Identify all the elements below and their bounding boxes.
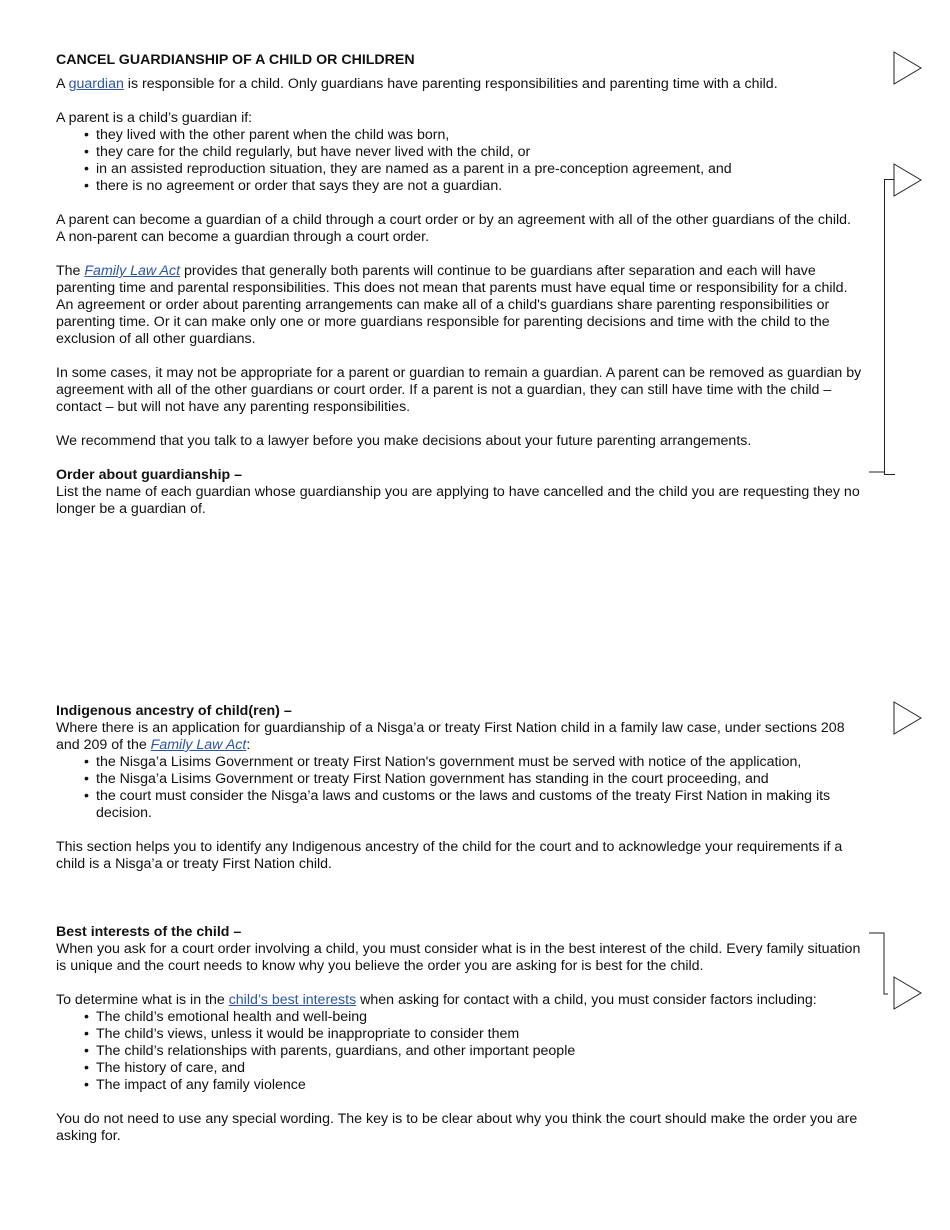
list-item: • The child’s views, unless it would be inappropriate to consider them <box>96 1026 862 1043</box>
order-heading: Order about guardianship – <box>56 467 243 483</box>
list-item: • The history of care, and <box>96 1060 862 1077</box>
best-interests-text: When you ask for a court order involving a child, you must consider what is in the best interest of the child. Every family situation is unique and the court needs to know why you believe the order you are asking for is best for the child. <box>56 941 861 974</box>
family-law-act-paragraph: The Family Law Act provides that generally both parents will continue to be guardians after separation and each will have parenting time and parental responsibilities. This does not mean that parents must have equal time or responsibility for a child. An agreement or order about parenting arrangements can make all of a child's guardians share parenting responsibilities or parenting time. Or it can make only one or more guardians responsible for parenting decisions and time with the child to the exclusion of all other guardians. <box>56 263 848 347</box>
intro-paragraph: A guardian is responsible for a child. Only guardians have parenting responsibilities and parenting time with a child. <box>56 76 778 92</box>
list-item: • The impact of any family violence <box>96 1077 862 1094</box>
list-item: • the Nisga’a Lisims Government or treaty First Nation's government must be served with notice of the application, <box>96 754 862 771</box>
closing-paragraph: You do not need to use any special wording. The key is to be clear about why you think the court should make the order you are asking for. <box>56 1111 858 1144</box>
indigenous-list <box>56 754 862 822</box>
become-guardian-paragraph: A parent can become a guardian of a child through a court order or by an agreement with all of the other guardians of the child. A non-parent can become a guardian through a court order. <box>56 212 851 245</box>
bracket-tail <box>869 470 887 474</box>
list-item: • in an assisted reproduction situation, they are named as a parent in a pre-conception agreement, and <box>96 161 862 178</box>
arrow-marker-icon[interactable] <box>893 163 923 197</box>
document-body <box>56 52 862 1145</box>
list-item: • the court must consider the Nisga’a laws and customs or the laws and customs of the treaty First Nation in making its decision. <box>96 788 862 822</box>
factors-lead: To determine what is in the child’s best interests when asking for contact with a child, you must consider factors including: <box>56 992 817 1008</box>
parent-guardian-list <box>56 127 862 195</box>
section-bracket <box>884 179 895 475</box>
arrow-marker-icon[interactable] <box>893 976 923 1010</box>
best-interests-heading: Best interests of the child – <box>56 924 242 940</box>
order-blank-area <box>56 518 862 703</box>
indigenous-paragraph: This section helps you to identify any Indigenous ancestry of the child for the court and to acknowledge your requirements if a child is a Nisga’a or treaty First Nation child. <box>56 839 843 872</box>
indigenous-blank-area <box>56 873 862 924</box>
indigenous-text: Where there is an application for guardianship of a Nisga’a or treaty First Nation child in a family law case, under sections 208 and 209 of the Family Law Act: <box>56 720 845 753</box>
list-item: • they care for the child regularly, but have never lived with the child, or <box>96 144 862 161</box>
best-interests-link[interactable]: child’s best interests <box>228 992 357 1008</box>
factors-list <box>56 1009 862 1094</box>
arrow-marker-icon[interactable] <box>893 51 923 85</box>
recommend-paragraph: We recommend that you talk to a lawyer before you make decisions about your future parenting arrangements. <box>56 433 752 449</box>
list-item: • The child’s relationships with parents, guardians, and other important people <box>96 1043 862 1060</box>
list-item: • they lived with the other parent when the child was born, <box>96 127 862 144</box>
indigenous-heading: Indigenous ancestry of child(ren) – <box>56 703 292 719</box>
list-item: • the Nisga’a Lisims Government or treaty First Nation government has standing in the court proceeding, and <box>96 771 862 788</box>
list-item: • The child’s emotional health and well-being <box>96 1009 862 1026</box>
arrow-marker-icon[interactable] <box>893 701 923 735</box>
list-item: • there is no agreement or order that says they are not a guardian. <box>96 178 862 195</box>
page-title: CANCEL GUARDIANSHIP OF A CHILD OR CHILDREN <box>56 52 415 68</box>
parent-guardian-lead: A parent is a child’s guardian if: <box>56 110 253 126</box>
family-law-act-link[interactable]: Family Law Act <box>150 737 247 753</box>
guardian-link[interactable]: guardian <box>68 76 124 92</box>
removal-paragraph: In some cases, it may not be appropriate for a parent or guardian to remain a guardian. A parent can be removed as guardian by agreement with all of the other guardians or court order. If a parent is not a guardian, they can still have time with the child – contact – but will not have any parenting responsibilities. <box>56 365 862 415</box>
family-law-act-link[interactable]: Family Law Act <box>84 263 181 279</box>
order-text: List the name of each guardian whose guardianship you are applying to have cancelled and the child you are requesting they no longer be a guardian of. <box>56 484 860 517</box>
section-bracket <box>868 932 888 998</box>
